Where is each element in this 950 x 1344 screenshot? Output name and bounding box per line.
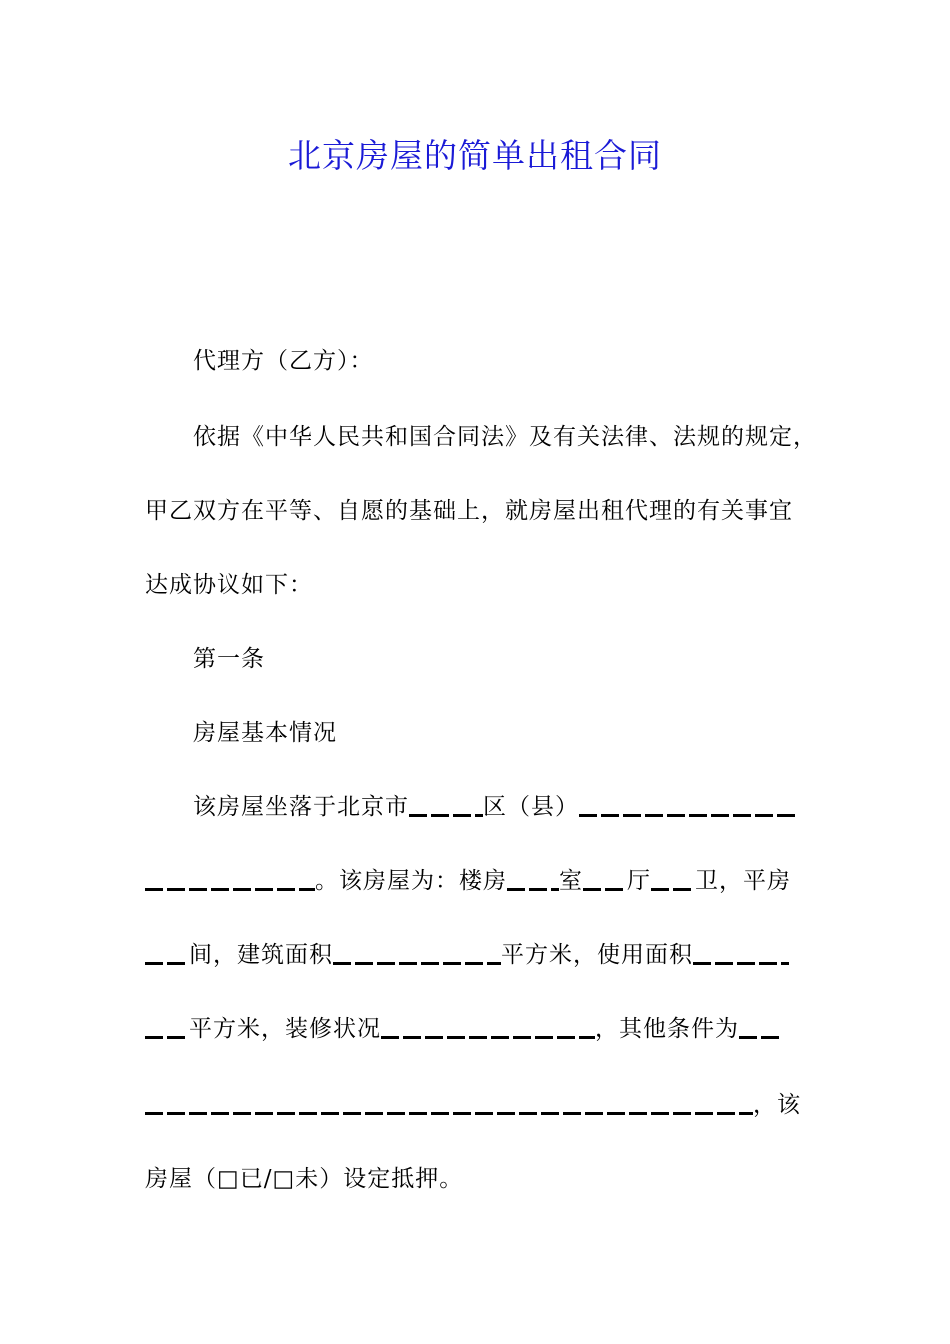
other-conditions-blank[interactable] [739, 1014, 783, 1044]
layout-text-room: 室 [559, 868, 583, 894]
paragraph-line-3: 达成协议如下： [145, 572, 313, 598]
layout-line [145, 866, 791, 896]
location-line [193, 792, 799, 822]
conditions-line [145, 1090, 801, 1120]
article-number: 第一条 [193, 646, 265, 672]
building-area-blank[interactable] [333, 940, 501, 970]
usable-area-blank-continued[interactable] [145, 1014, 189, 1044]
area-text-usable: 平方米，使用面积 [501, 942, 693, 968]
rooms-blank[interactable] [507, 866, 559, 896]
layout-text-building: 。该房屋为：楼房 [315, 868, 507, 894]
decoration-line [145, 1014, 783, 1044]
article-heading: 房屋基本情况 [193, 720, 337, 746]
address-blank[interactable] [579, 792, 799, 822]
layout-text-bath: 卫，平房 [695, 868, 791, 894]
area-line [145, 940, 789, 970]
district-blank[interactable] [409, 792, 483, 822]
location-text-district: 区（县） [483, 794, 579, 820]
other-conditions-blank-continued[interactable] [145, 1090, 753, 1120]
layout-text-hall: 厅 [627, 868, 651, 894]
paragraph-line-2: 甲乙双方在平等、自愿的基础上，就房屋出租代理的有关事宜 [145, 498, 793, 524]
conditions-text-end: ，该 [753, 1092, 801, 1118]
paragraph-line-1: 依据《中华人民共和国合同法》及有关法律、法规的规定， [193, 424, 817, 450]
address-blank-continued[interactable] [145, 866, 315, 896]
mortgage-line: 房屋（□已/□未）设定抵押。 [145, 1166, 464, 1192]
baths-blank[interactable] [651, 866, 695, 896]
decoration-text: 平方米，装修状况 [189, 1016, 381, 1042]
other-conditions-text: ，其他条件为 [595, 1016, 739, 1042]
usable-area-blank[interactable] [693, 940, 789, 970]
location-text-city: 该房屋坐落于北京市 [193, 794, 409, 820]
document-title: 北京房屋的简单出租合同 [288, 136, 662, 175]
agent-party-line: 代理方（乙方）： [193, 348, 374, 374]
halls-blank[interactable] [583, 866, 627, 896]
bungalow-rooms-blank[interactable] [145, 940, 189, 970]
area-text-building: 间，建筑面积 [189, 942, 333, 968]
decoration-blank[interactable] [381, 1014, 595, 1044]
